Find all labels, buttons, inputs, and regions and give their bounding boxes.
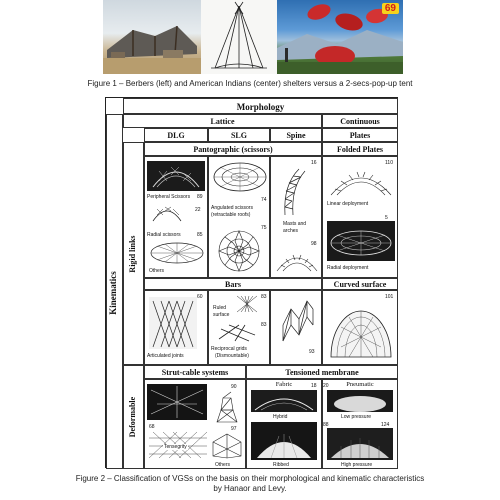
pantographic-header: Pantographic (scissors): [193, 145, 273, 154]
number-110: 110: [385, 160, 393, 166]
radial-deployment-label: Radial deployment: [327, 265, 369, 271]
number-74: 74: [261, 197, 267, 203]
masts-and-label: Masts and: [283, 221, 307, 227]
reciprocal-grids-label: Reciprocal grids: [211, 346, 247, 352]
number-60: 60: [197, 294, 203, 300]
lattice-header-cell: [123, 114, 322, 128]
spine-header: Spine: [286, 131, 306, 140]
ribbed-label: Ribbed: [273, 462, 289, 468]
scissors-arch-image: [151, 203, 183, 223]
strut-cable-header: Strut-cable systems: [161, 368, 229, 377]
angulated-scissors-image: [212, 161, 268, 193]
reciprocal-grid-image: [215, 321, 259, 343]
number-89: 89: [197, 194, 203, 200]
articulated-joints-label: Articulated joints: [147, 353, 184, 359]
dlg-bars-cell: [144, 290, 208, 365]
figure2-caption-line2: by Hanaor and Levy.: [213, 484, 287, 493]
hybrid-membrane-image: [251, 390, 317, 412]
continuous-header-cell: [322, 114, 398, 128]
slg-header-cell: [208, 128, 270, 142]
number-90: 90: [231, 384, 237, 390]
arches-label: arches: [283, 228, 299, 234]
curved-surface-dome-image: [329, 301, 393, 361]
tensegrity-mast-image: [211, 390, 243, 424]
dismountable-label: (Dismountable): [215, 353, 249, 359]
number-97: 97: [231, 426, 237, 432]
spine-pantographic-cell: [270, 156, 322, 278]
figure1-caption: Figure 1 – Berbers (left) and American Indians (center) shelters versus a 2-secs-pop-up tent: [87, 79, 413, 88]
spine-bars-cell: [270, 290, 322, 365]
fabric-header: Fabric: [275, 381, 293, 388]
bars-header: Bars: [225, 280, 241, 289]
figure2-caption-line1: Figure 2 – Classification of VGSs on the basis on their morphological and kinematic characteristics: [75, 474, 425, 483]
radial-deployment-image: [327, 221, 395, 261]
spine-bars-image: [279, 295, 315, 345]
rosette-scissors-image: [217, 229, 261, 273]
fabric-cell: [246, 379, 322, 469]
pantographic-header-cell: [144, 142, 322, 156]
number-18: 18: [311, 383, 317, 389]
high-pressure-image: [327, 428, 393, 460]
figure1-photo-strip: [103, 0, 403, 74]
linear-deployment-image: [327, 167, 395, 197]
number-88: 88: [323, 422, 329, 428]
number-98: 98: [311, 241, 317, 247]
surface-label: surface: [213, 312, 230, 318]
strut-cable-header-cell: [144, 365, 246, 379]
curved-surface-cell: [322, 290, 398, 365]
tensioned-membrane-header-cell: [246, 365, 398, 379]
radial-scissors-image: [149, 241, 205, 265]
dlg-header: DLG: [167, 131, 185, 140]
radial-scissors-label: Radial scissors: [147, 232, 181, 238]
folded-plates-header-cell: [322, 142, 398, 156]
plates-header: Plates: [349, 131, 371, 140]
morphology-header: Morphology: [236, 102, 285, 112]
others-label: Others: [149, 268, 165, 274]
plates-header-cell: [322, 128, 398, 142]
pneumatic-header: Pneumatic: [346, 381, 374, 388]
deformable-label: Deformable: [128, 396, 137, 438]
number-85: 85: [197, 232, 203, 238]
mast-spine-image: [279, 165, 309, 217]
strut-cable-photo: [147, 384, 207, 420]
dlg-pantographic-cell: [144, 156, 208, 278]
number-101: 101: [385, 294, 394, 300]
number-68: 68: [149, 424, 155, 430]
kinematics-label: Kinematics: [108, 271, 118, 315]
popup-tent-photo: [277, 0, 403, 74]
hybrid-label: Hybrid: [273, 414, 288, 420]
teepee-drawing: [201, 0, 277, 74]
peripheral-scissors-label: Peripheral Scissors: [147, 194, 191, 200]
number-83-a: 83: [261, 294, 267, 300]
number-124: 124: [381, 422, 390, 428]
others-tensegrity-image: [211, 432, 243, 460]
figure2-caption: [0, 474, 500, 494]
number-5: 5: [385, 215, 388, 221]
retractable-roofs-label: (retractable roofs): [211, 212, 251, 218]
spine-header-cell: [270, 128, 322, 142]
badge-69: 69: [382, 3, 399, 14]
number-75: 75: [261, 225, 267, 231]
folded-plates-header: Folded Plates: [337, 145, 383, 154]
tensioned-membrane-header: Tensioned membrane: [285, 368, 359, 377]
high-pressure-label: High pressure: [341, 462, 373, 468]
number-22: 22: [195, 207, 201, 213]
morphology-header-cell: [123, 98, 398, 114]
tensegrity-label: Tensegrity: [164, 444, 187, 450]
slg-header: SLG: [230, 131, 247, 140]
berber-shelter-photo: [103, 0, 201, 74]
peripheral-scissors-image: [147, 161, 205, 191]
continuous-header: Continuous: [340, 117, 380, 126]
number-16: 16: [311, 160, 317, 166]
others2-label: Others: [215, 462, 231, 468]
angulated-scissors-label: Angulated scissors: [211, 205, 253, 211]
strut-cable-cell: [144, 379, 246, 469]
number-20: 20: [323, 383, 329, 389]
curved-surface-header-cell: [322, 278, 398, 290]
classification-table: [105, 97, 398, 468]
slg-bars-cell: [208, 290, 270, 365]
rigid-links-label: Rigid links: [128, 235, 137, 273]
low-pressure-image: [327, 390, 393, 412]
number-93: 93: [309, 349, 315, 355]
curved-surface-header: Curved surface: [333, 280, 387, 289]
arch-spine-image: [275, 249, 319, 273]
low-pressure-label: Low pressure: [341, 414, 372, 420]
ruled-label: Ruled: [213, 305, 227, 311]
dlg-header-cell: [144, 128, 208, 142]
ribbed-membrane-image: [251, 422, 317, 460]
pneumatic-cell: [322, 379, 398, 469]
lattice-header: Lattice: [210, 117, 235, 126]
folded-plates-cell: [322, 156, 398, 278]
number-83-b: 83: [261, 322, 267, 328]
linear-deployment-label: Linear deployment: [327, 201, 369, 207]
ruled-surface-image: [235, 294, 259, 314]
bars-header-cell: [144, 278, 322, 290]
articulated-joints-image: [149, 297, 197, 349]
slg-pantographic-cell: [208, 156, 270, 278]
